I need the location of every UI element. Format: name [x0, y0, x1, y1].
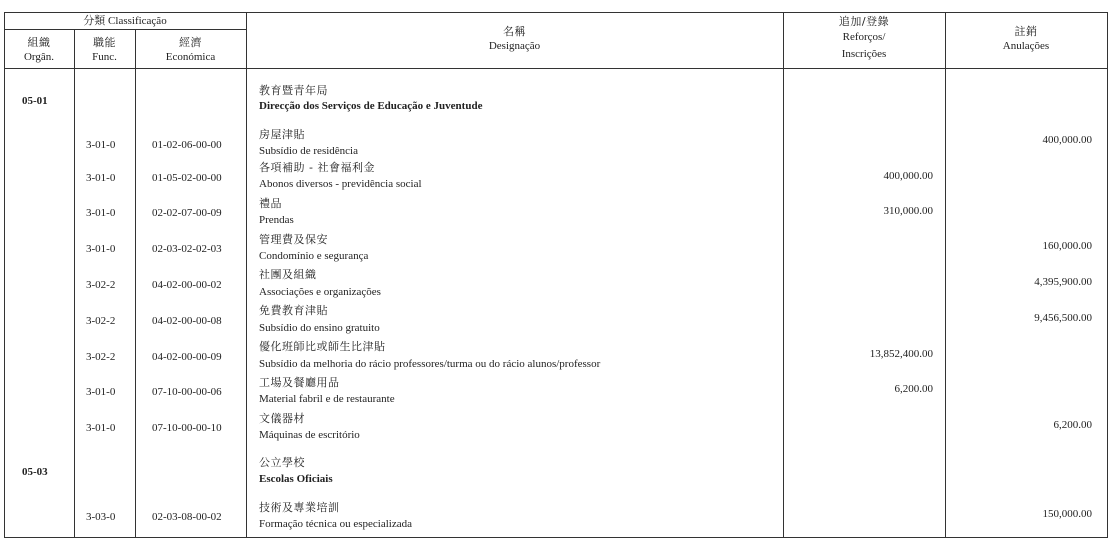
section-organ-code: 05-01	[22, 95, 48, 107]
classification-divider	[4, 29, 246, 30]
func-code: 3-01-0	[86, 243, 116, 255]
header-designation-pt: Designação	[488, 40, 541, 52]
header-anulacoes-pt: Anulações	[1002, 40, 1050, 52]
header-bottom-border	[4, 68, 1108, 69]
designation-pt: Abonos diversos - previdência social	[259, 178, 422, 190]
designation-pt: Formação técnica ou especializada	[259, 518, 413, 530]
table-top-border	[4, 12, 1108, 13]
anulacoes-amount: 9,456,500.00	[1034, 312, 1092, 324]
designation-zh: 管理費及保安	[259, 233, 328, 246]
anulacoes-amount: 4,395,900.00	[1034, 276, 1092, 288]
header-func-pt: Func.	[92, 51, 117, 63]
func-code: 3-01-0	[86, 422, 116, 434]
func-code: 3-02-2	[86, 351, 116, 363]
designation-zh: 工場及餐廳用品	[259, 376, 340, 389]
section-name-zh: 教育暨青年局	[259, 84, 328, 97]
header-classification: 分類 Classificação	[83, 15, 167, 27]
header-organ-zh: 組織	[27, 36, 51, 49]
col-divider	[246, 12, 247, 538]
reforcos-amount: 310,000.00	[883, 205, 933, 217]
reforcos-amount: 6,200.00	[894, 383, 933, 395]
designation-zh: 優化班師比或師生比津貼	[259, 340, 386, 353]
anulacoes-amount: 400,000.00	[1042, 134, 1092, 146]
anulacoes-amount: 6,200.00	[1053, 419, 1092, 431]
designation-zh: 技術及專業培訓	[259, 501, 340, 514]
econ-code: 07-10-00-00-06	[152, 386, 222, 398]
func-code: 3-02-2	[86, 315, 116, 327]
col-divider	[783, 12, 784, 538]
section-name-zh: 公立學校	[259, 456, 305, 469]
designation-zh: 文儀器材	[259, 412, 305, 425]
col-divider	[945, 12, 946, 538]
designation-pt: Subsídio da melhoria do rácio professores/turma ou do rácio alunos/professor	[259, 358, 601, 370]
header-organ-pt: Orgân.	[23, 51, 55, 63]
anulacoes-amount: 150,000.00	[1042, 508, 1092, 520]
header-func-zh: 職能	[93, 36, 116, 49]
designation-pt: Condomínio e segurança	[259, 250, 369, 262]
col-divider	[4, 12, 5, 538]
header-reforcos-pt2: Inscrições	[841, 48, 887, 60]
header-reforcos-pt1: Reforços/	[842, 31, 886, 43]
designation-pt: Associações e organizações	[259, 286, 381, 298]
section-name-pt: Escolas Oficiais	[259, 473, 333, 485]
econ-code: 02-03-02-02-03	[152, 243, 222, 255]
header-econ-zh: 經濟	[179, 36, 202, 49]
econ-code: 01-05-02-00-00	[152, 172, 222, 184]
col-divider	[74, 29, 75, 538]
econ-code: 02-02-07-00-09	[152, 207, 222, 219]
econ-code: 04-02-00-00-08	[152, 315, 222, 327]
col-divider	[135, 29, 136, 538]
anulacoes-amount: 160,000.00	[1042, 240, 1092, 252]
designation-zh: 免費教育津貼	[259, 304, 328, 317]
func-code: 3-03-0	[86, 511, 116, 523]
header-econ-pt: Económica	[165, 51, 216, 63]
header-anulacoes-zh: 註銷	[1014, 25, 1038, 38]
designation-zh: 社團及組織	[259, 268, 317, 281]
designation-pt: Material fabril e de restaurante	[259, 393, 395, 405]
section-name-pt: Direcção dos Serviços de Educação e Juventude	[259, 100, 483, 112]
designation-zh: 房屋津貼	[259, 128, 305, 141]
reforcos-amount: 400,000.00	[883, 170, 933, 182]
header-designation-zh: 名稱	[503, 25, 526, 38]
func-code: 3-01-0	[86, 139, 116, 151]
econ-code: 04-02-00-00-09	[152, 351, 222, 363]
econ-code: 07-10-00-00-10	[152, 422, 222, 434]
func-code: 3-02-2	[86, 279, 116, 291]
table-bottom-border	[4, 537, 1108, 538]
econ-code: 02-03-08-00-02	[152, 511, 222, 523]
designation-pt: Máquinas de escritório	[259, 429, 360, 441]
func-code: 3-01-0	[86, 207, 116, 219]
designation-pt: Prendas	[259, 214, 294, 226]
func-code: 3-01-0	[86, 386, 116, 398]
col-divider	[1107, 12, 1108, 538]
reforcos-amount: 13,852,400.00	[869, 348, 933, 360]
func-code: 3-01-0	[86, 172, 116, 184]
designation-zh: 禮品	[259, 197, 282, 210]
designation-zh: 各項補助 - 社會福利金	[259, 161, 375, 174]
econ-code: 01-02-06-00-00	[152, 139, 222, 151]
designation-pt: Subsídio de residência	[259, 145, 358, 157]
section-organ-code: 05-03	[22, 466, 48, 478]
designation-pt: Subsídio do ensino gratuito	[259, 322, 380, 334]
header-reforcos-zh: 追加/登錄	[838, 15, 890, 28]
econ-code: 04-02-00-00-02	[152, 279, 222, 291]
